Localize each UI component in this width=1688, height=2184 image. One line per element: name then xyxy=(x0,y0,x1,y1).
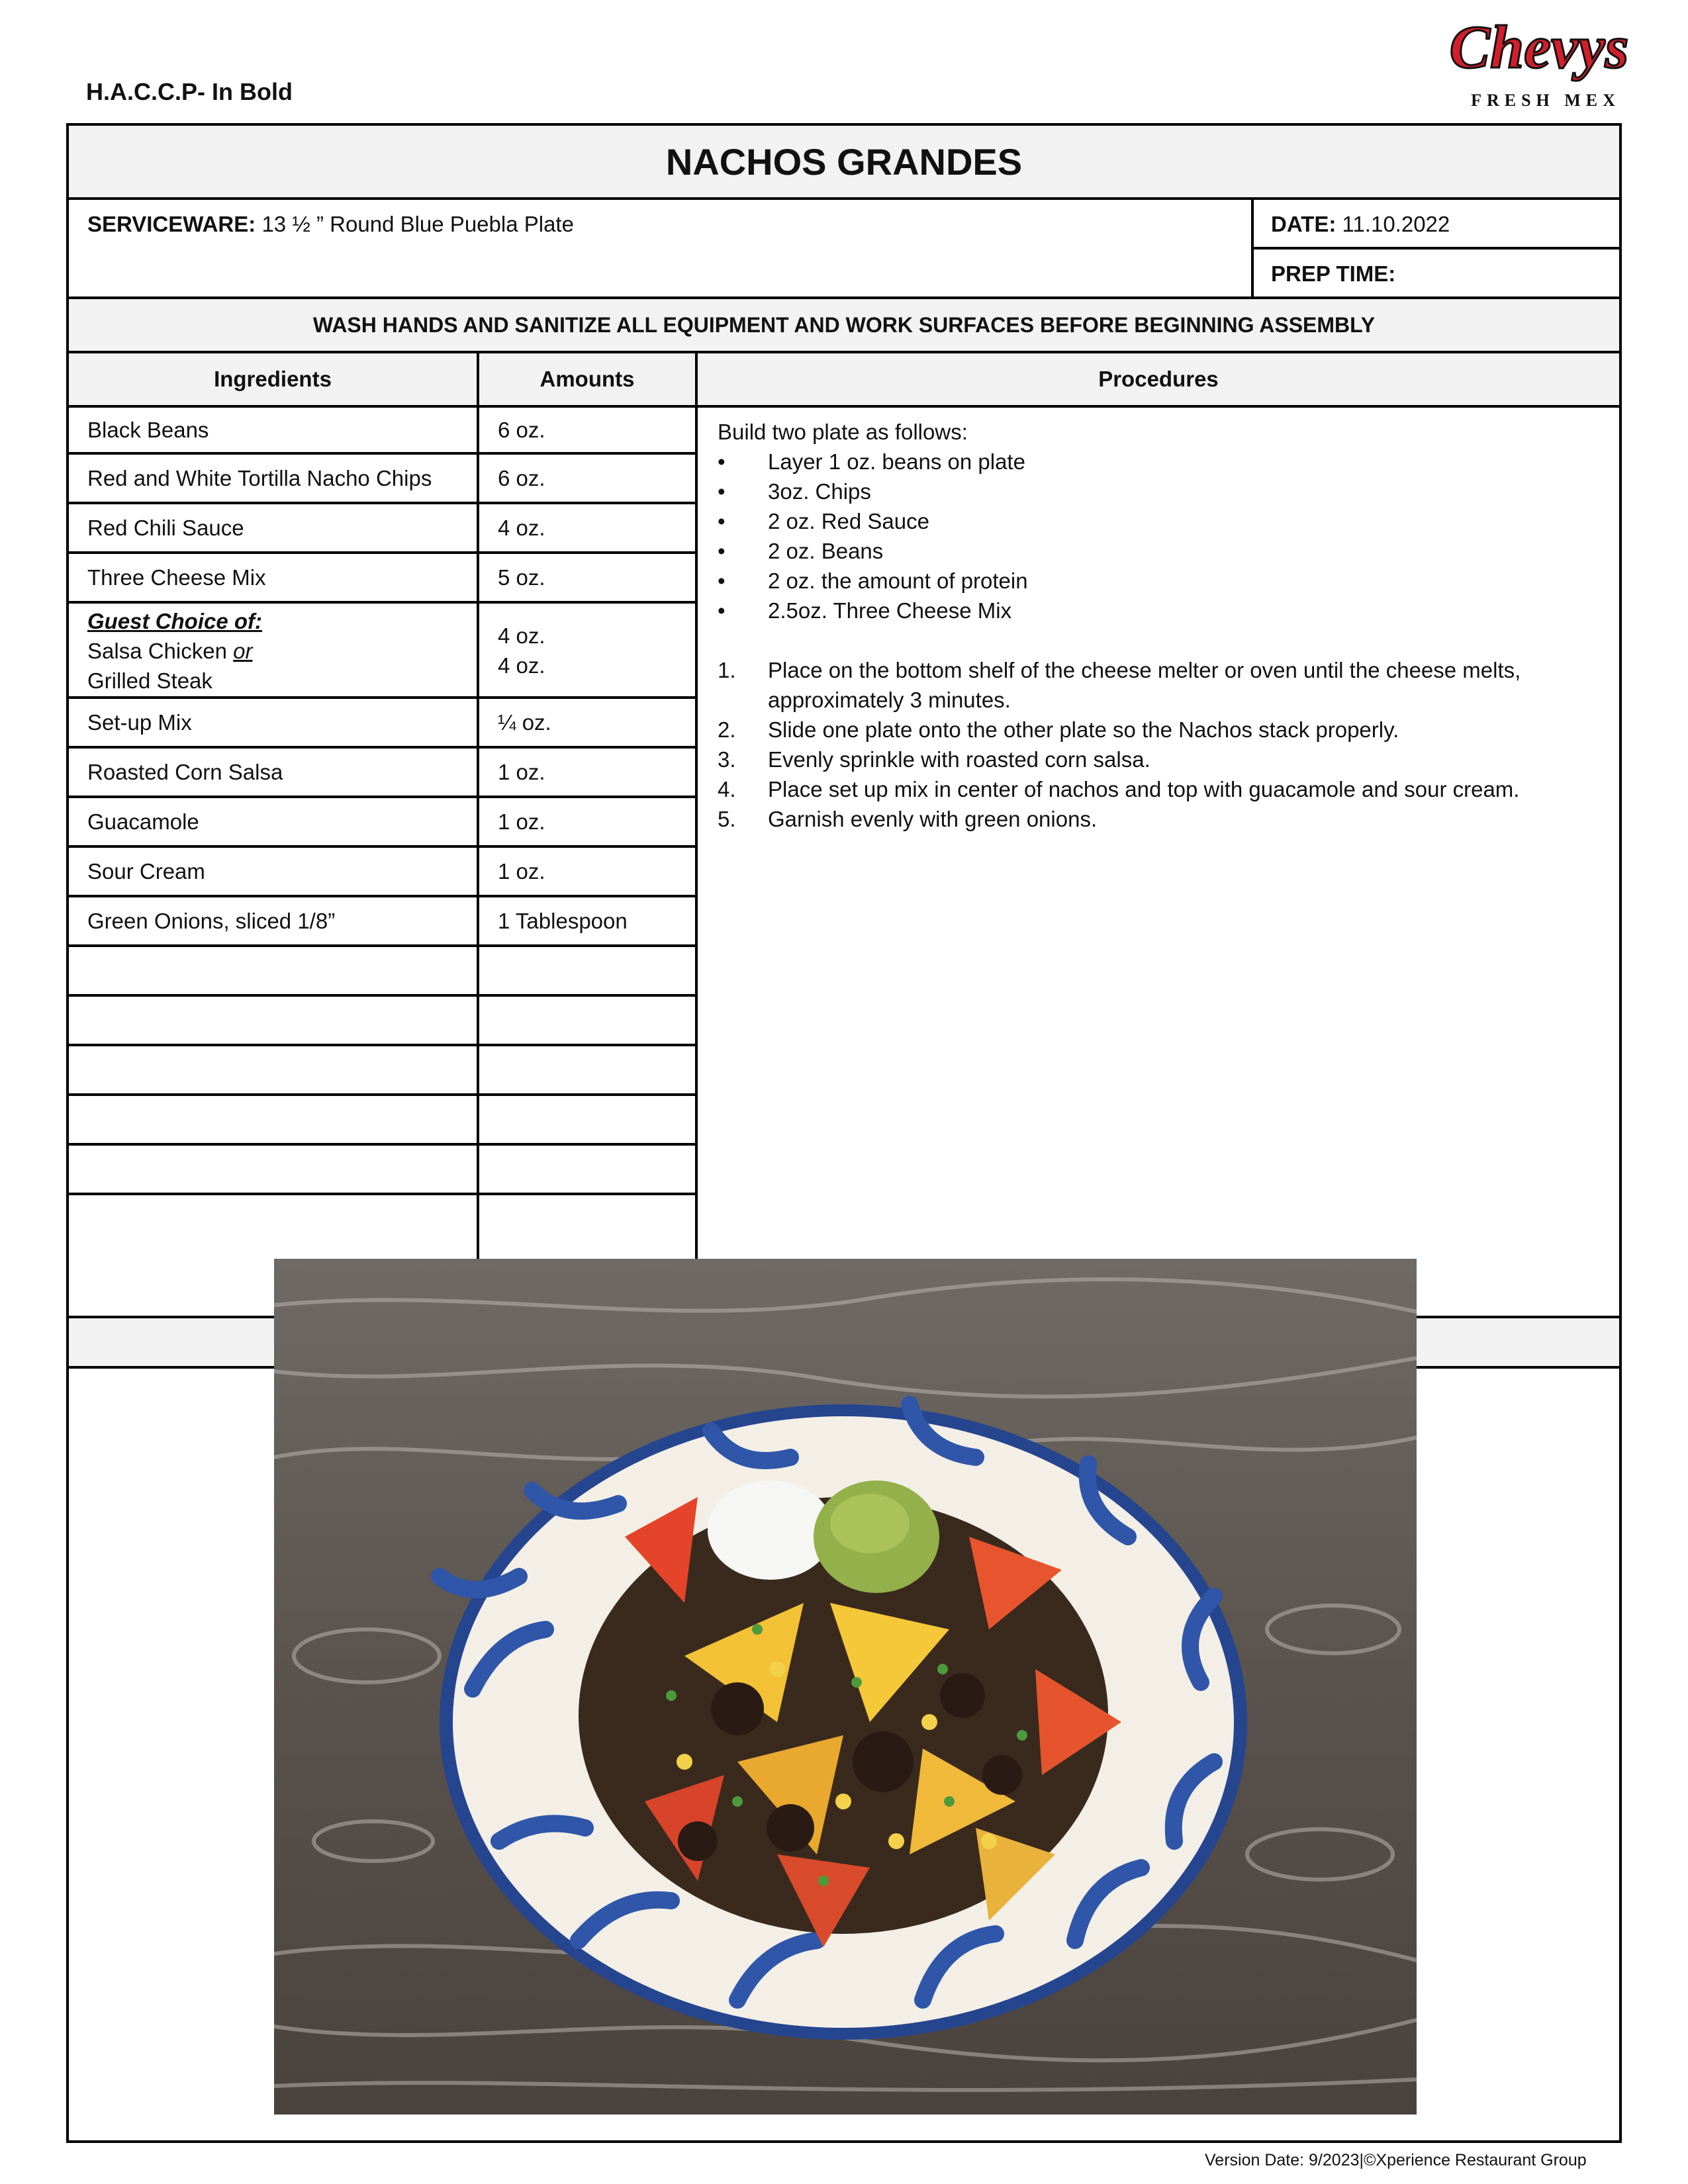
date-label: DATE: xyxy=(1271,212,1336,236)
haccp-note: H.A.C.C.P- In Bold xyxy=(86,78,293,105)
ingredient-cell: Green Onions, sliced 1/8” xyxy=(87,908,336,933)
chevys-logo xyxy=(1446,7,1632,113)
amount-cell: 1 oz. xyxy=(498,858,545,884)
amount-cell: 4 oz. xyxy=(498,623,545,648)
step-item: 4. Place set up mix in center of nachos and top with guacamole and sour cream. xyxy=(718,777,1520,801)
list-item: • 2 oz. Beans xyxy=(718,539,884,563)
logo-wordmark: Chevys xyxy=(1449,13,1629,81)
row-divider xyxy=(69,1044,698,1046)
version-footer: Version Date: 9/2023|©Xperience Restaurant Group xyxy=(1205,2151,1587,2169)
step-item: 2. Slide one plate onto the other plate so the Nachos stack properly. xyxy=(718,717,1399,742)
amount-cell: 1 oz. xyxy=(498,809,545,834)
guest-choice-cell xyxy=(69,604,477,696)
step-item: 5. Garnish evenly with green onions. xyxy=(718,807,1098,831)
amount-cell: 4 oz. xyxy=(498,653,545,678)
date-value: 11.10.2022 xyxy=(1342,212,1450,236)
recipe-title: NACHOS GRANDES xyxy=(69,126,1619,200)
list-item: • Layer 1 oz. beans on plate xyxy=(718,449,1025,474)
list-item: • 2 oz. Red Sauce xyxy=(718,509,929,533)
ingredients-header: Ingredients xyxy=(69,353,477,408)
step-item-continued: approximately 3 minutes. xyxy=(768,688,1011,712)
ingredient-cell: Red Chili Sauce xyxy=(87,515,244,540)
row-divider xyxy=(69,994,698,997)
ingredient-cell: Roasted Corn Salsa xyxy=(87,759,283,784)
amount-cell: 1 oz. xyxy=(498,759,545,784)
amount-cell: 4 oz. xyxy=(498,515,545,540)
recipe-sheet xyxy=(66,123,1622,2143)
ingredient-cell: Three Cheese Mix xyxy=(87,565,266,590)
procedures-text xyxy=(718,417,1611,834)
amount-cell: 5 oz. xyxy=(498,565,545,590)
step-item: 1. Place on the bottom shelf of the cheese melter or oven until the cheese melts, xyxy=(718,658,1521,682)
step-item: 3. Evenly sprinkle with roasted corn salsa. xyxy=(718,747,1150,772)
amount-cell: ¼ oz. xyxy=(498,709,551,735)
list-item: • 2.5oz. Three Cheese Mix xyxy=(718,598,1012,623)
procedures-intro: Build two plate as follows: xyxy=(718,420,968,444)
amounts-header: Amounts xyxy=(479,353,695,408)
date-field xyxy=(1254,200,1619,250)
ingredient-cell: Guacamole xyxy=(87,809,199,834)
ingredient-cell: Sour Cream xyxy=(87,858,205,884)
procedures-header: Procedures xyxy=(698,353,1619,408)
guest-choice-option: Grilled Steak xyxy=(87,668,212,693)
serviceware-label: SERVICEWARE: xyxy=(87,212,256,236)
ingredient-cell: Set-up Mix xyxy=(87,709,192,735)
nachos-photo xyxy=(274,1259,1417,2115)
guest-choice-option: Salsa Chicken xyxy=(87,639,227,663)
guest-choice-heading: Guest Choice of: xyxy=(87,609,263,633)
ingredient-cell: Black Beans xyxy=(87,417,209,442)
row-divider xyxy=(69,944,698,947)
wash-notice: WASH HANDS AND SANITIZE ALL EQUIPMENT AND WORK SURFACES BEFORE BEGINNING ASSEMBLY xyxy=(69,299,1619,353)
amount-cell: 1 Tablespoon xyxy=(498,908,628,933)
guest-choice-amounts xyxy=(479,604,695,696)
amount-cell: 6 oz. xyxy=(498,465,545,490)
ingredient-cell: Red and White Tortilla Nacho Chips xyxy=(87,465,432,490)
serviceware-value: 13 ½ ” Round Blue Puebla Plate xyxy=(261,212,574,236)
prep-time-label: PREP TIME: xyxy=(1254,250,1619,299)
serviceware-field xyxy=(69,200,1254,299)
row-divider xyxy=(69,1143,698,1146)
list-item: • 2 oz. the amount of protein xyxy=(718,569,1028,593)
amount-cell: 6 oz. xyxy=(498,417,545,442)
guest-choice-or: or xyxy=(233,639,253,663)
list-item: • 3oz. Chips xyxy=(718,479,871,504)
column-divider xyxy=(695,353,698,1316)
row-divider xyxy=(69,1093,698,1096)
row-divider xyxy=(69,1193,698,1195)
logo-tagline: FRESH MEX xyxy=(1471,91,1620,110)
